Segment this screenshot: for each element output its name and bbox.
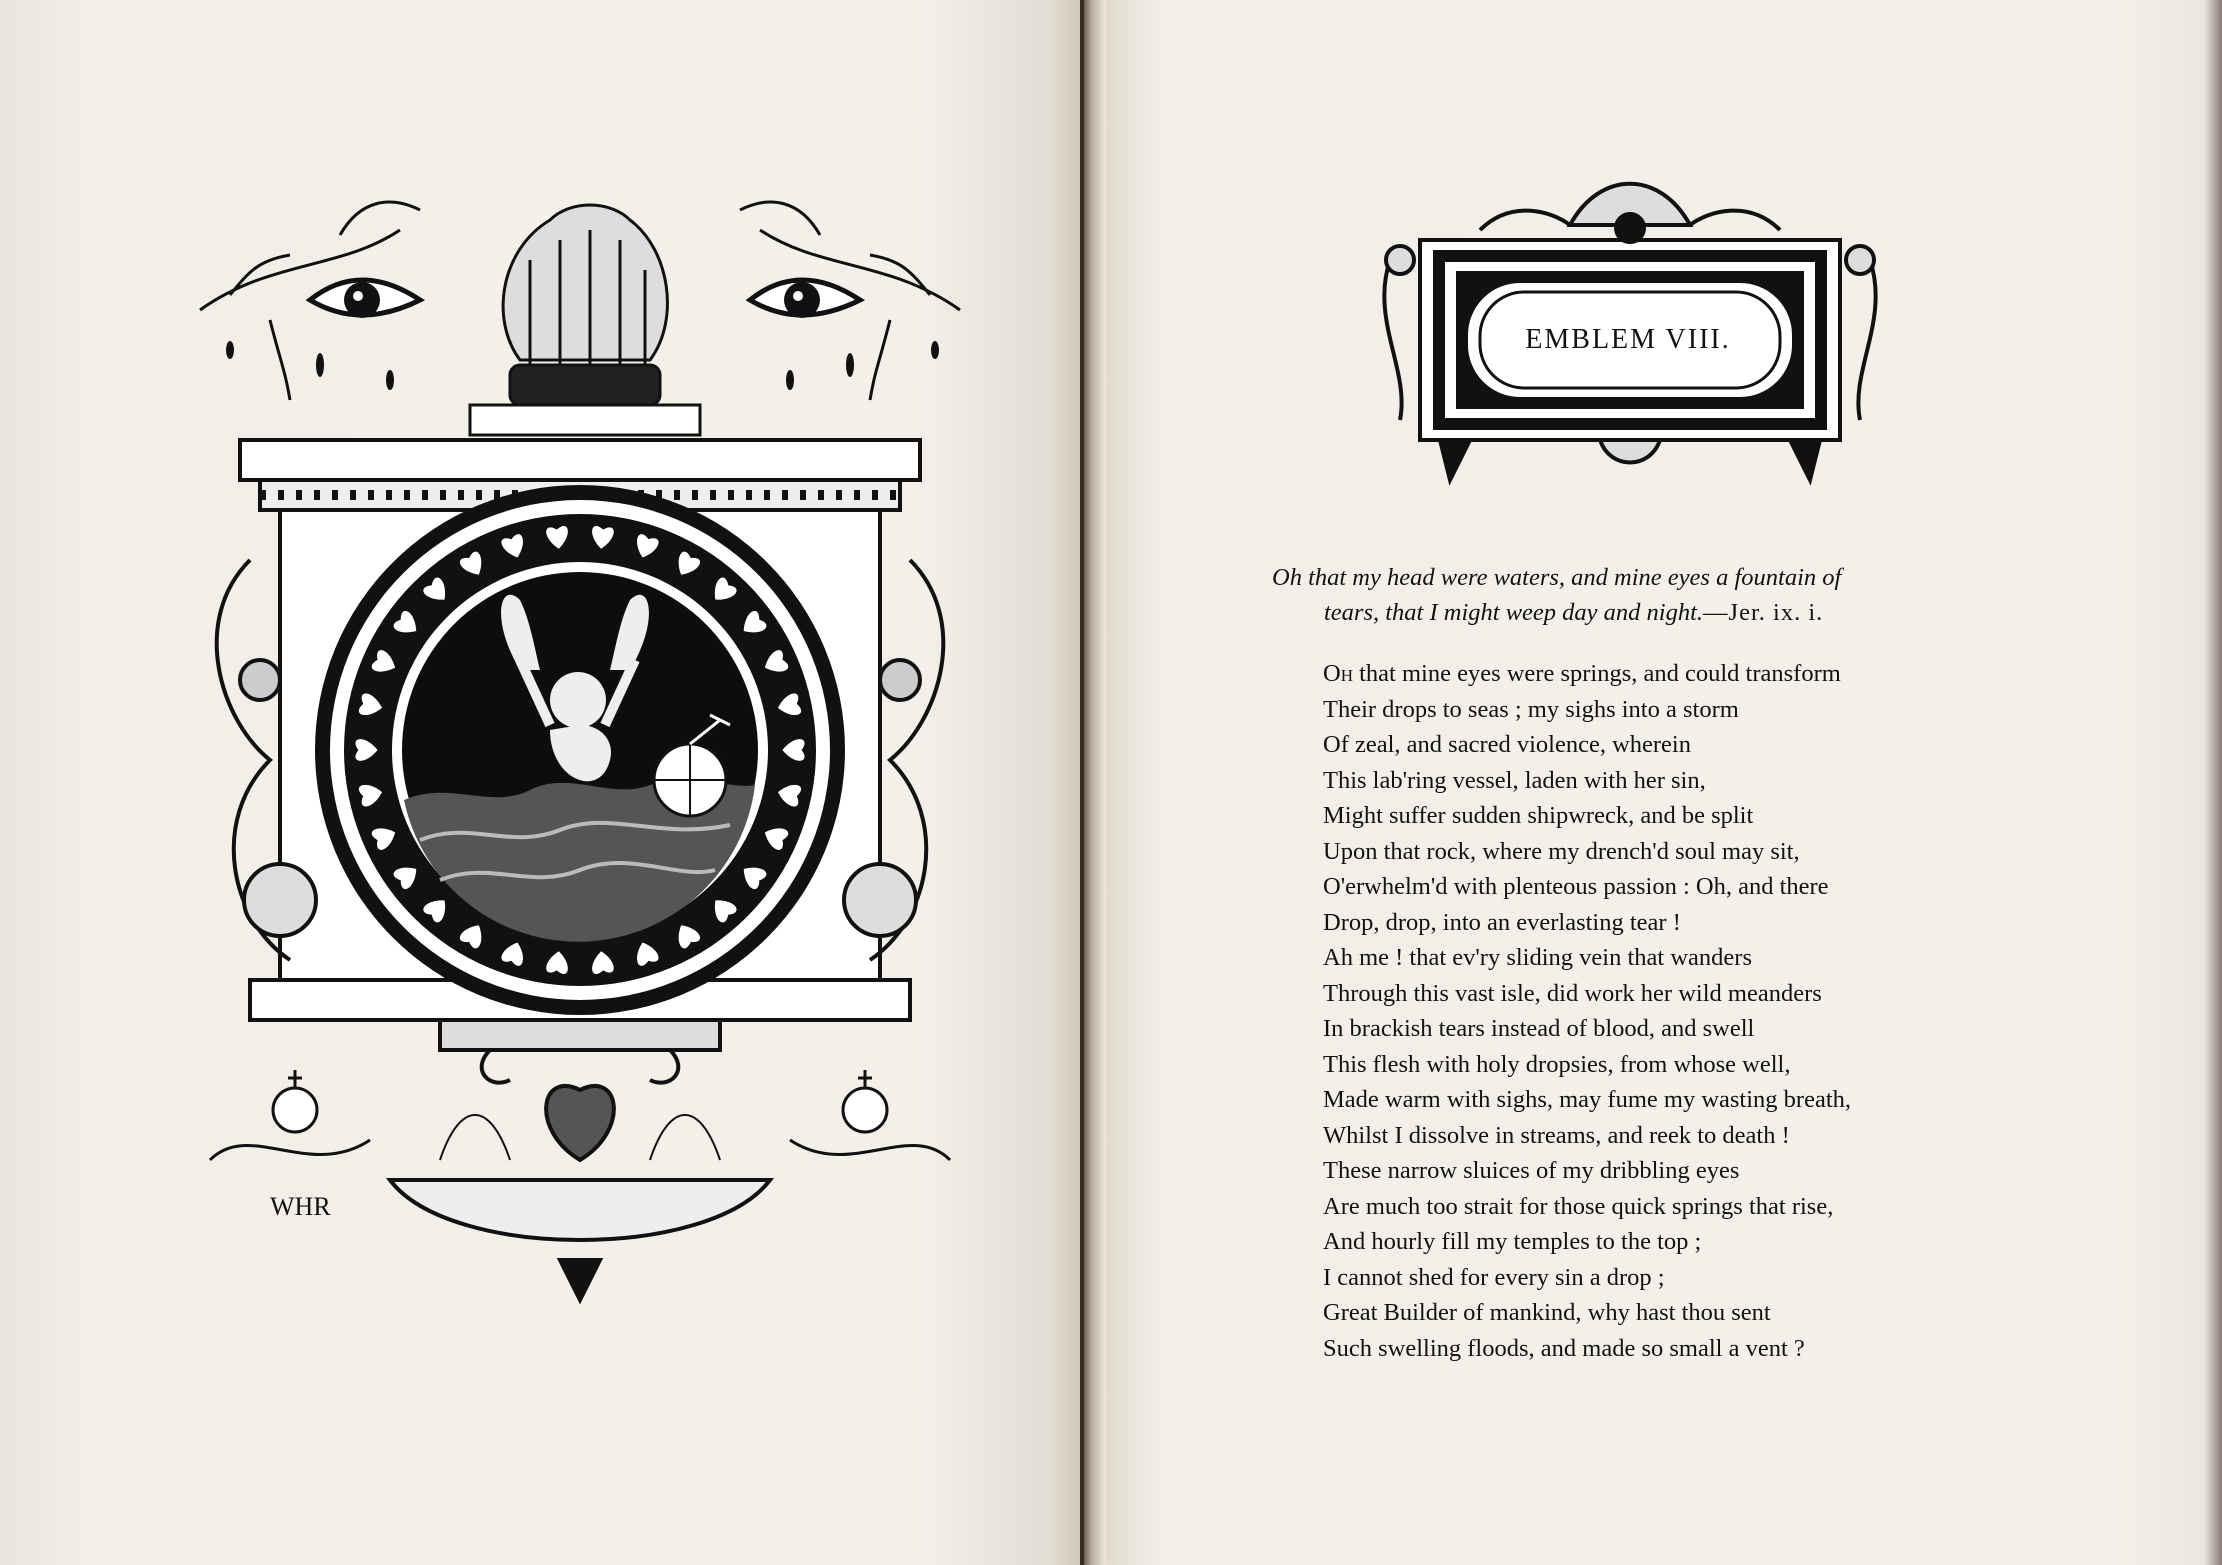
poem-line: Drop, drop, into an everlasting tear !	[1323, 908, 1681, 936]
epigraph	[1272, 560, 2012, 630]
scripture-reference: —Jer. ix. i.	[1703, 599, 1824, 626]
poem-line: Are much too strait for those quick springs that rise,	[1323, 1192, 1834, 1220]
poem-line: Ah me ! that ev'ry sliding vein that wanders	[1323, 944, 1752, 971]
drop-word: Oh	[1323, 660, 1353, 687]
book-gutter	[1084, 0, 1106, 1565]
poem-line: Such swelling floods, and made so small a vent ?	[1323, 1334, 1805, 1362]
poem-line: Through this vast isle, did work her wild meanders	[1323, 979, 1822, 1007]
left-eye-icon	[310, 280, 420, 318]
right-eye-icon	[750, 280, 860, 318]
poem	[1323, 656, 2023, 1366]
poem-line: Whilst I dissolve in streams, and reek to death !	[1323, 1121, 1790, 1149]
poem-line: Oh that mine eyes were springs, and could transform	[1323, 660, 1841, 687]
poem-line: And hourly fill my temples to the top ;	[1323, 1228, 1702, 1255]
poem-line: Their drops to seas ; my sighs into a storm	[1323, 695, 1739, 723]
poem-line: These narrow sluices of my dribbling eyes	[1323, 1157, 1740, 1184]
poem-line: This lab'ring vessel, laden with her sin,	[1323, 766, 1706, 794]
engraver-monogram: WHR	[270, 1192, 331, 1221]
poem-line: Great Builder of mankind, why hast thou sent	[1323, 1299, 1771, 1326]
left-page	[0, 0, 1084, 1565]
poem-line: I cannot shed for every sin a drop ;	[1323, 1263, 1665, 1291]
weeping-cherub-engraving-icon	[190, 200, 970, 1310]
epigraph-line-1: Oh that my head were waters, and mine eyes a fountain of	[1272, 564, 1842, 591]
poem-line: Of zeal, and sacred violence, wherein	[1323, 731, 1691, 758]
poem-line: This flesh with holy dropsies, from whose well,	[1323, 1050, 1791, 1078]
poem-line: Might suffer sudden shipwreck, and be split	[1323, 802, 1754, 829]
poem-line: Upon that rock, where my drench'd soul may sit,	[1323, 837, 1800, 865]
emblem-illustration	[190, 200, 970, 1310]
poem-line: Made warm with sighs, may fume my wasting breath,	[1323, 1086, 1852, 1113]
poem-line: In brackish tears instead of blood, and swell	[1323, 1015, 1755, 1042]
poem-line: O'erwhelm'd with plenteous passion : Oh, and there	[1323, 873, 1829, 900]
epigraph-line-2: tears, that I might weep day and night.—Jer. ix. i.	[1324, 599, 1824, 626]
emblem-title: EMBLEM VIII.	[1525, 324, 1731, 355]
